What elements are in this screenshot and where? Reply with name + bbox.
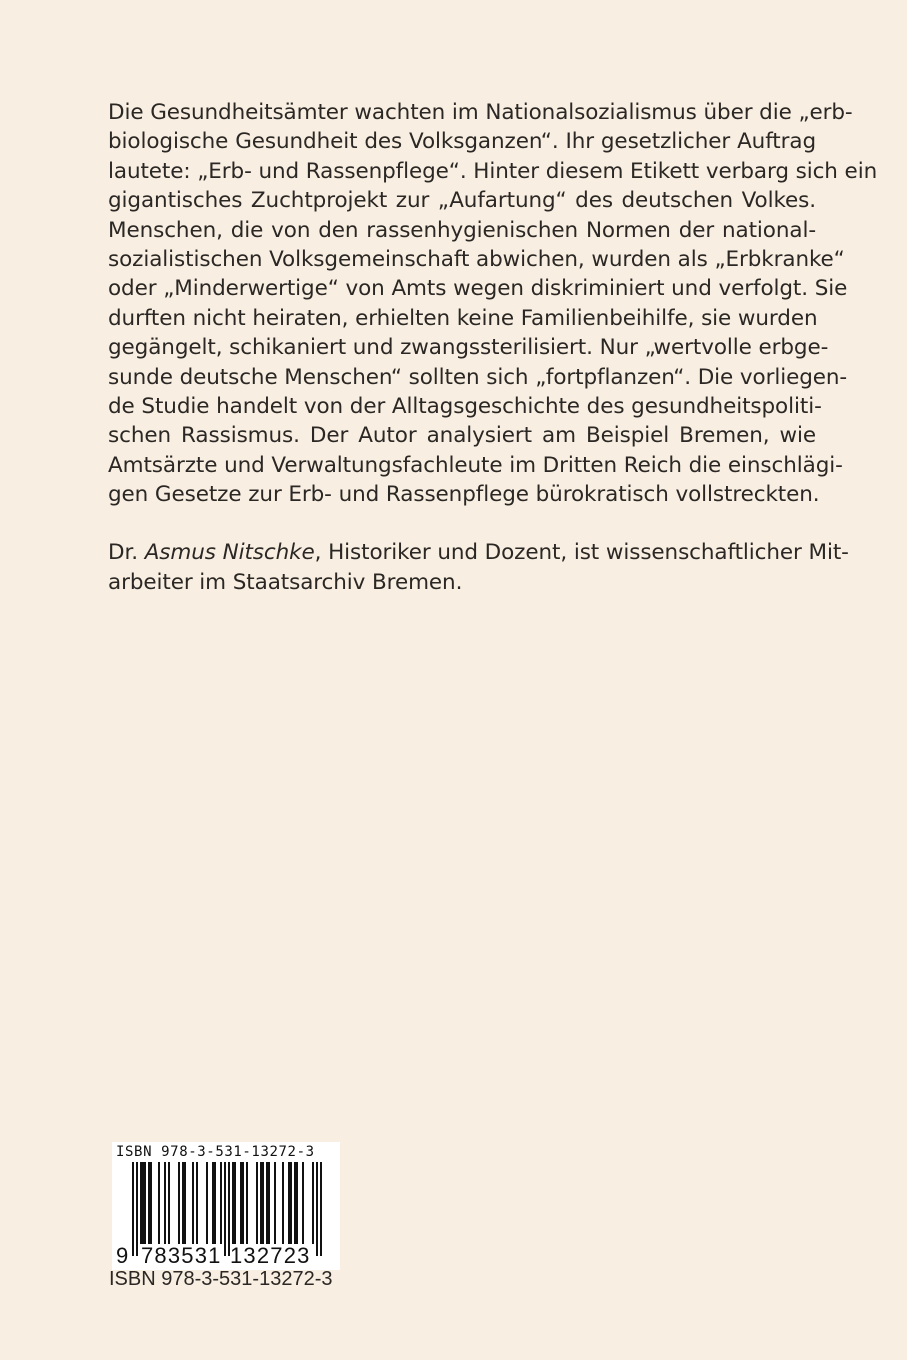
blurb-line: Die Gesundheitsämter wachten im Nationalsozialismus über die „erb- (108, 100, 853, 125)
barcode-bar (220, 1162, 222, 1244)
barcode-bar (262, 1162, 264, 1244)
barcode-bar (256, 1162, 258, 1244)
barcode-bar (320, 1162, 322, 1256)
barcode-bar (182, 1162, 184, 1244)
blurb-line: gegängelt, schikaniert und zwangssterilisiert. Nur „wertvolle erbge- (108, 335, 829, 361)
author-bio-line: arbeiter im Staatsarchiv Bremen. (108, 569, 463, 595)
barcode-bar (288, 1162, 290, 1244)
barcode-bar (266, 1162, 268, 1244)
barcode-bar (136, 1162, 138, 1256)
blurb-line: gigantisches Zuchtprojekt zur „Aufartung“ des deutschen Volkes. (108, 188, 816, 214)
author-bio-line (108, 538, 849, 567)
barcode-bar (164, 1162, 166, 1244)
blurb-line: lautete: „Erb- und Rassenpflege“. Hinter diesem Etikett verbarg sich ein (108, 158, 878, 184)
barcode-isbn-label: ISBN 978-3-531-13272-3 (116, 1144, 315, 1160)
blurb-line: biologische Gesundheit des Volksganzen“. Ihr gesetzlicher Auftrag (108, 129, 816, 155)
author-name: Asmus Nitschke (144, 540, 315, 566)
barcode-right-digits: 132723 (230, 1243, 311, 1268)
barcode-bar (148, 1162, 150, 1244)
barcode-bar (260, 1162, 262, 1244)
blurb-line: sunde deutsche Menschen“ sollten sich „fortpflanzen“. Die vorliegen- (108, 364, 848, 390)
barcode-bar (294, 1162, 296, 1244)
barcode-bar (168, 1162, 170, 1244)
author-bio-rest: , Historiker und Dozent, ist wissenschaftlicher Mit- (314, 540, 849, 566)
barcode-bar (302, 1162, 304, 1244)
barcode-bar (184, 1162, 186, 1244)
barcode-first-digit: 9 (116, 1243, 130, 1268)
barcode-bar (268, 1162, 270, 1244)
barcode-bar (206, 1162, 208, 1244)
barcode-bar (158, 1162, 160, 1244)
barcode-bar (290, 1162, 292, 1244)
blurb-line: oder „Minderwertige“ von Amts wegen diskriminiert und verfolgt. Sie (108, 276, 848, 302)
barcode-bar (246, 1162, 248, 1244)
isbn-number: ISBN 978-3-531-13272-3 (109, 1268, 333, 1290)
barcode-bar (142, 1162, 144, 1244)
barcode-bar (178, 1162, 180, 1244)
barcode-bar (240, 1162, 242, 1244)
barcode-bar (312, 1162, 314, 1244)
blurb-line: gen Gesetze zur Erb- und Rassenpflege bürokratisch vollstreckten. (108, 482, 820, 508)
barcode-bar (282, 1162, 284, 1244)
barcode-left-digits: 783531 (141, 1243, 222, 1268)
blurb-line: durften nicht heiraten, erhielten keine Familienbeihilfe, sie wurden (108, 305, 818, 331)
barcode-bar (196, 1162, 198, 1244)
barcode-bar (214, 1162, 216, 1244)
author-prefix: Dr. (108, 540, 145, 566)
barcode-bar (132, 1162, 134, 1256)
blurb-line: de Studie handelt von der Alltagsgeschichte des gesundheitspoliti- (108, 393, 822, 419)
barcode-bar (234, 1162, 236, 1244)
barcode-bar (192, 1162, 194, 1244)
blurb-line: schen Rassismus. Der Autor analysiert am Beispiel Bremen, wie (108, 423, 816, 449)
barcode-bar (224, 1162, 226, 1256)
barcode-bar (274, 1162, 276, 1244)
barcode-bar (140, 1162, 142, 1244)
blurb-line: Amtsärzte und Verwaltungsfachleute im Dritten Reich die einschlägi- (108, 452, 843, 478)
back-cover-blurb (108, 98, 878, 597)
barcode-bar (316, 1162, 318, 1256)
barcode-bar (144, 1162, 146, 1244)
barcode-bar (296, 1162, 298, 1244)
blurb-line: Menschen, die von den rassenhygienischen Normen der national- (108, 217, 816, 243)
barcode-bar (150, 1162, 152, 1244)
isbn-barcode (112, 1142, 340, 1270)
blurb-line: sozialistischen Volksgemeinschaft abwichen, wurden als „Erbkranke“ (108, 246, 845, 272)
barcode-bar (228, 1162, 230, 1256)
barcode-bar (242, 1162, 244, 1244)
barcode-bar (212, 1162, 214, 1244)
barcode-bar (232, 1162, 234, 1244)
